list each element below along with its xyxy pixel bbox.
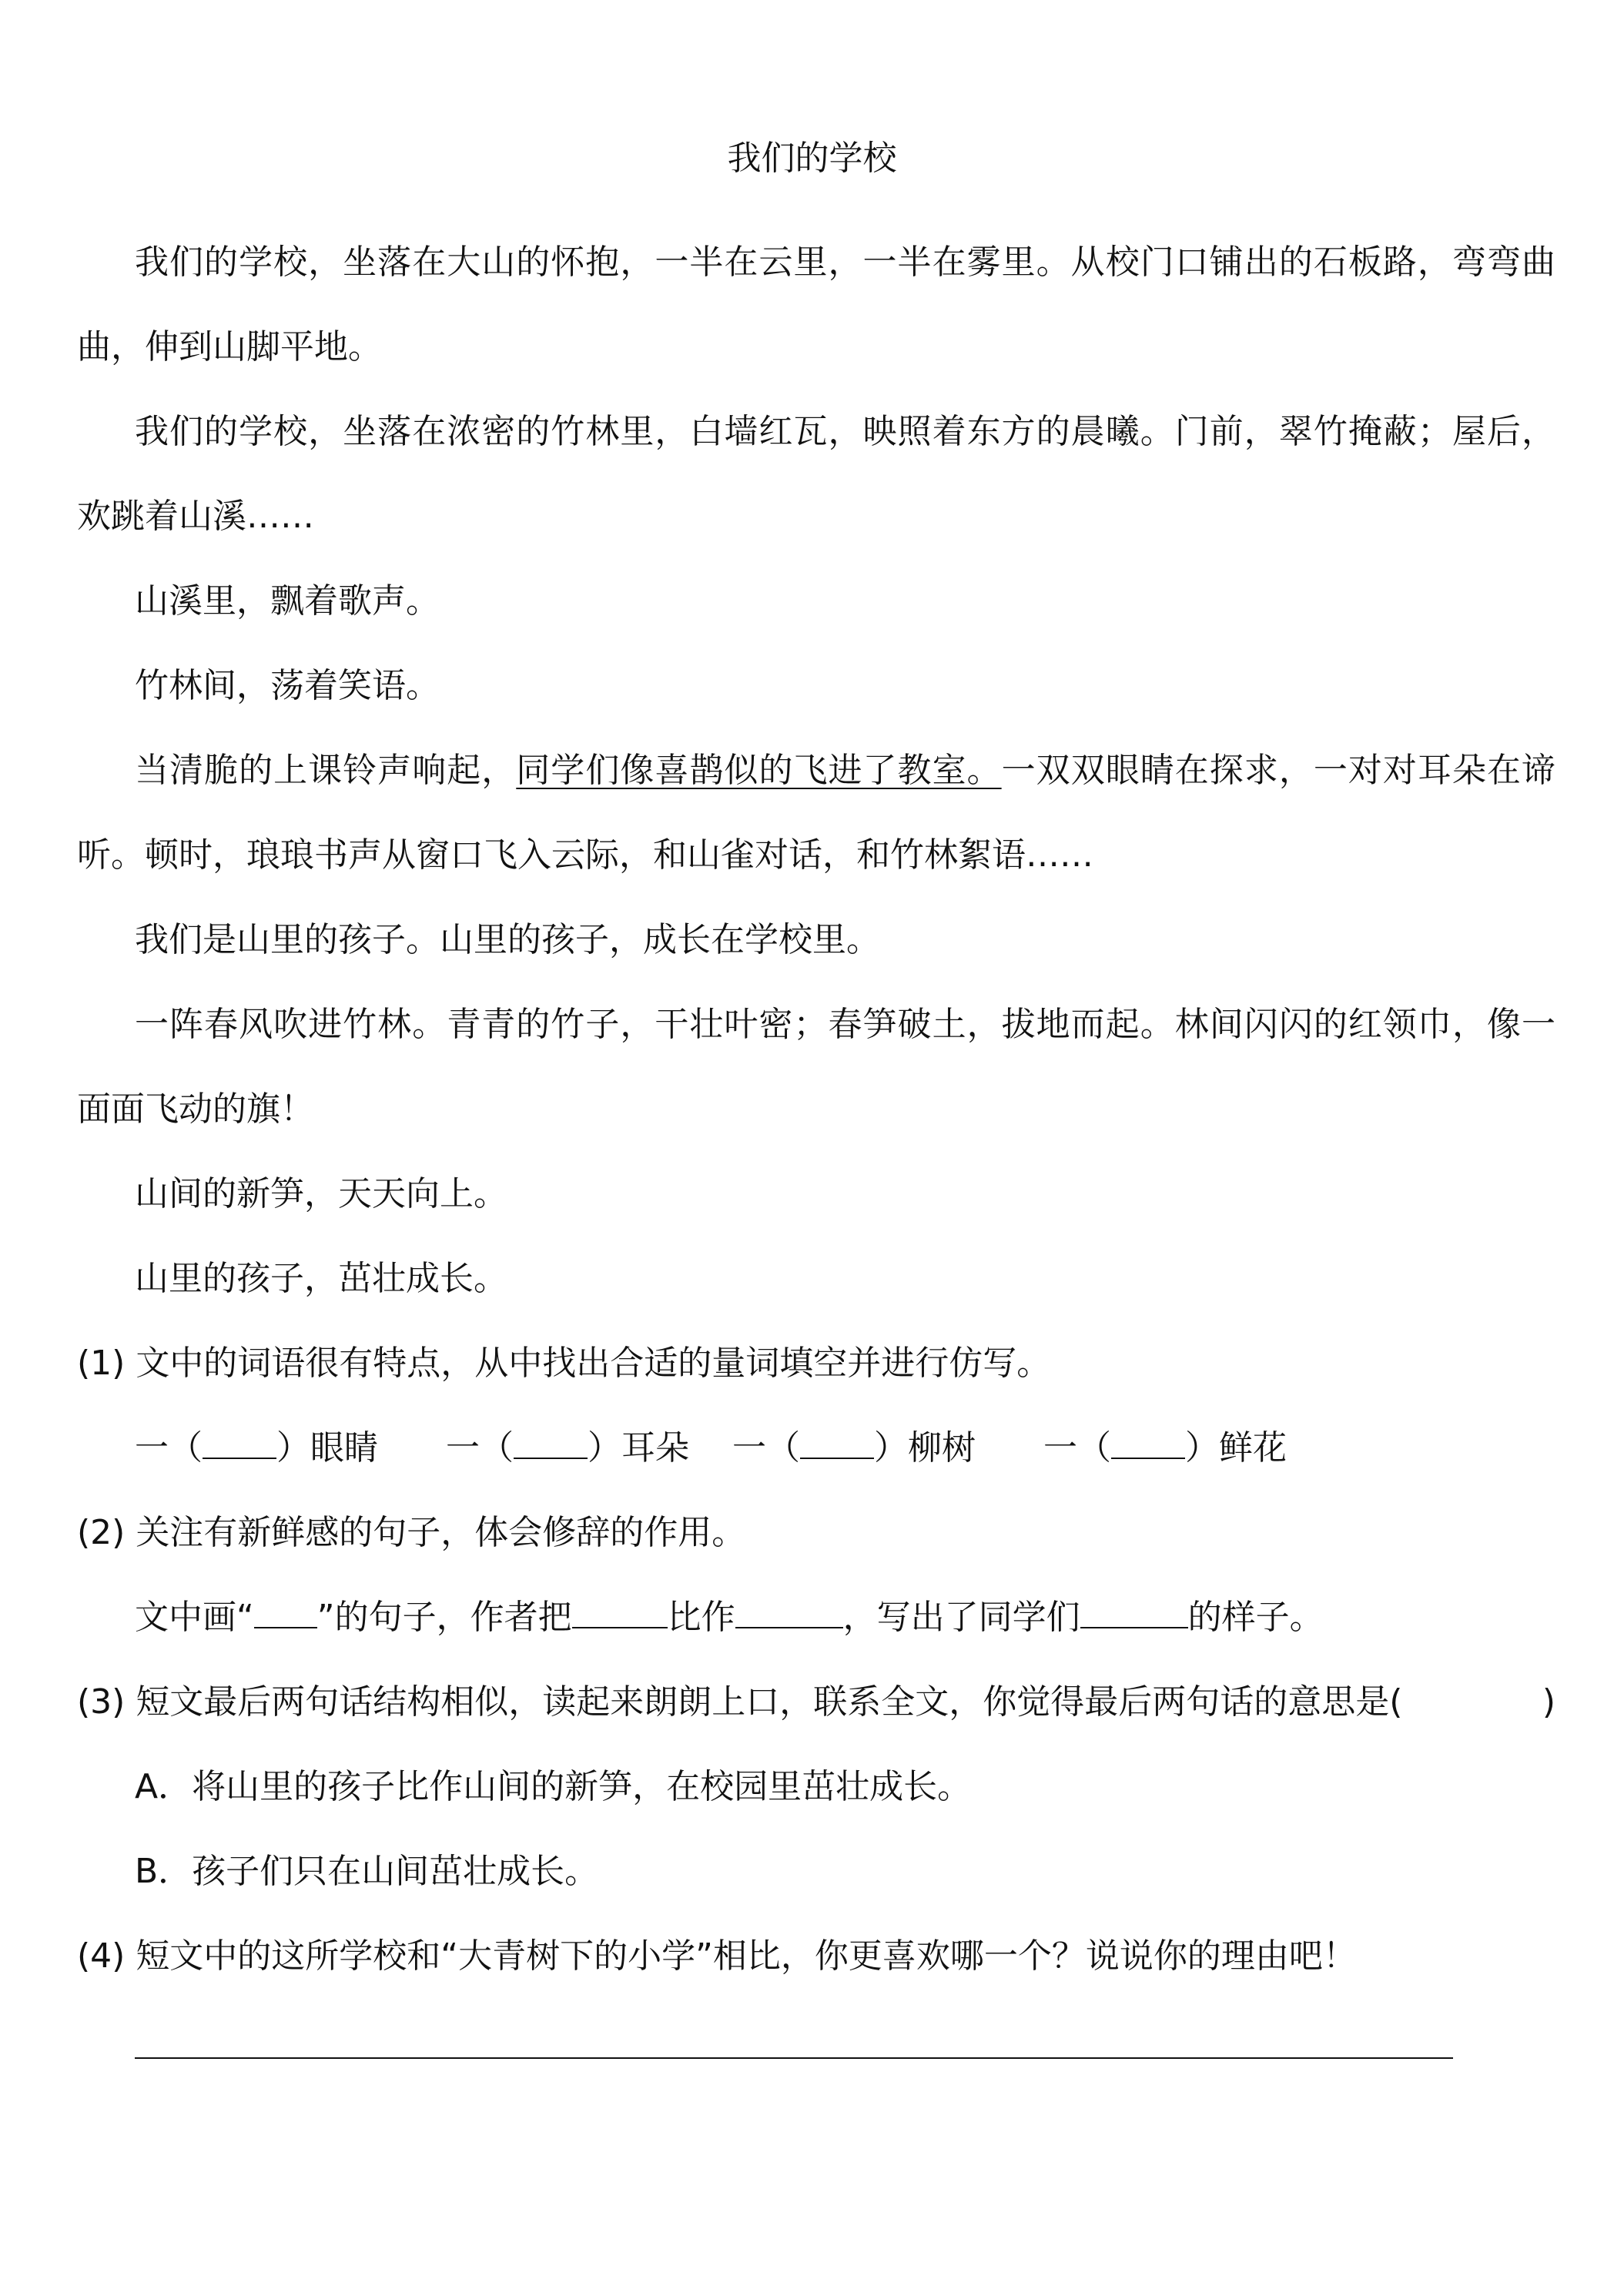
fill-suffix: ）柳树 xyxy=(874,1428,976,1468)
blank-measure-word[interactable] xyxy=(800,1427,874,1459)
blank-measure-word[interactable] xyxy=(514,1427,588,1459)
paragraph-5-end: 一双双眼睛在探求，一对对耳朵在谛听。顿时，琅琅书声从窗口飞入云际，和山雀对话，和竹林絮语…… xyxy=(77,751,1556,875)
question-2-fill xyxy=(77,1575,1555,1660)
blank-measure-word[interactable] xyxy=(203,1427,276,1459)
q2-text-part-2: ”的句子，作者把 xyxy=(316,1598,572,1637)
paragraph-4: 竹林间，荡着笑语。 xyxy=(135,666,440,705)
blank-compared-to[interactable] xyxy=(735,1596,843,1628)
paragraph-5 xyxy=(77,728,1555,898)
option-b[interactable]: B．孩子们只在山间茁壮成长。 xyxy=(135,1852,599,1891)
blank-line-mark[interactable] xyxy=(254,1596,317,1628)
fill-item-willows xyxy=(732,1406,976,1491)
question-4: (4) 短文中的这所学校和“大青树下的小学”相比，你更喜欢哪一个？说说你的理由吧！ xyxy=(77,1936,1357,1976)
fill-suffix: ）眼睛 xyxy=(276,1428,378,1468)
question-3 xyxy=(77,1660,1555,1745)
option-a[interactable]: A．将山里的孩子比作山间的新笋，在校园里茁壮成长。 xyxy=(135,1767,972,1806)
q2-text-part-1: 文中画“ xyxy=(135,1598,254,1637)
fill-prefix: 一（ xyxy=(135,1428,203,1468)
paragraph-1: 我们的学校，坐落在大山的怀抱，一半在云里，一半在雾里。从校门口铺出的石板路，弯弯曲曲，伸到山脚平地。 xyxy=(77,243,1555,366)
paragraph-6: 我们是山里的孩子。山里的孩子，成长在学校里。 xyxy=(135,920,880,959)
answer-line[interactable] xyxy=(135,2057,1453,2059)
underlined-sentence: 同学们像喜鹊似的飞进了教室。 xyxy=(516,751,1002,790)
question-3-answer-bracket[interactable]: ) xyxy=(1542,1682,1555,1722)
question-2: (2) 关注有新鲜感的句子，体会修辞的作用。 xyxy=(77,1513,746,1552)
fill-suffix: ）鲜花 xyxy=(1185,1428,1287,1468)
paragraph-2: 我们的学校，坐落在浓密的竹林里，白墙红瓦，映照着东方的晨曦。门前，翠竹掩蔽；屋后，欢跳着山溪…… xyxy=(77,412,1555,536)
blank-subject[interactable] xyxy=(572,1596,668,1628)
fill-suffix: ）耳朵 xyxy=(588,1428,689,1468)
fill-prefix: 一（ xyxy=(732,1428,800,1468)
paragraph-7: 一阵春风吹进竹林。青青的竹子，干壮叶密；春笋破土，拔地而起。林间闪闪的红领巾，像一面面飞动的旗！ xyxy=(77,1005,1555,1129)
article-title: 我们的学校 xyxy=(727,139,897,178)
paragraph-8: 山间的新笋，天天向上。 xyxy=(135,1174,507,1213)
blank-measure-word[interactable] xyxy=(1111,1427,1185,1459)
fill-item-eyes xyxy=(135,1406,378,1491)
questions-section xyxy=(77,1321,1555,1999)
fill-item-flowers xyxy=(1043,1406,1287,1491)
question-1-fill-row xyxy=(77,1406,1555,1491)
q2-text-part-3: 比作 xyxy=(667,1598,735,1637)
q2-text-part-4: ，写出了同学们 xyxy=(842,1598,1080,1637)
article-body xyxy=(77,220,1555,1321)
fill-item-ears xyxy=(446,1406,689,1491)
question-3-text: (3) 短文最后两句话结构相似，读起来朗朗上口，联系全文，你觉得最后两句话的意思是( xyxy=(77,1682,1403,1722)
paragraph-3: 山溪里，飘着歌声。 xyxy=(135,581,440,621)
paragraph-9: 山里的孩子，茁壮成长。 xyxy=(135,1259,507,1298)
q2-text-part-5: 的样子。 xyxy=(1187,1598,1324,1637)
blank-appearance[interactable] xyxy=(1080,1596,1188,1628)
fill-prefix: 一（ xyxy=(446,1428,514,1468)
paragraph-5-start: 当清脆的上课铃声响起， xyxy=(135,751,517,790)
fill-prefix: 一（ xyxy=(1043,1428,1111,1468)
question-1: (1) 文中的词语很有特点，从中找出合适的量词填空并进行仿写。 xyxy=(77,1344,1051,1383)
